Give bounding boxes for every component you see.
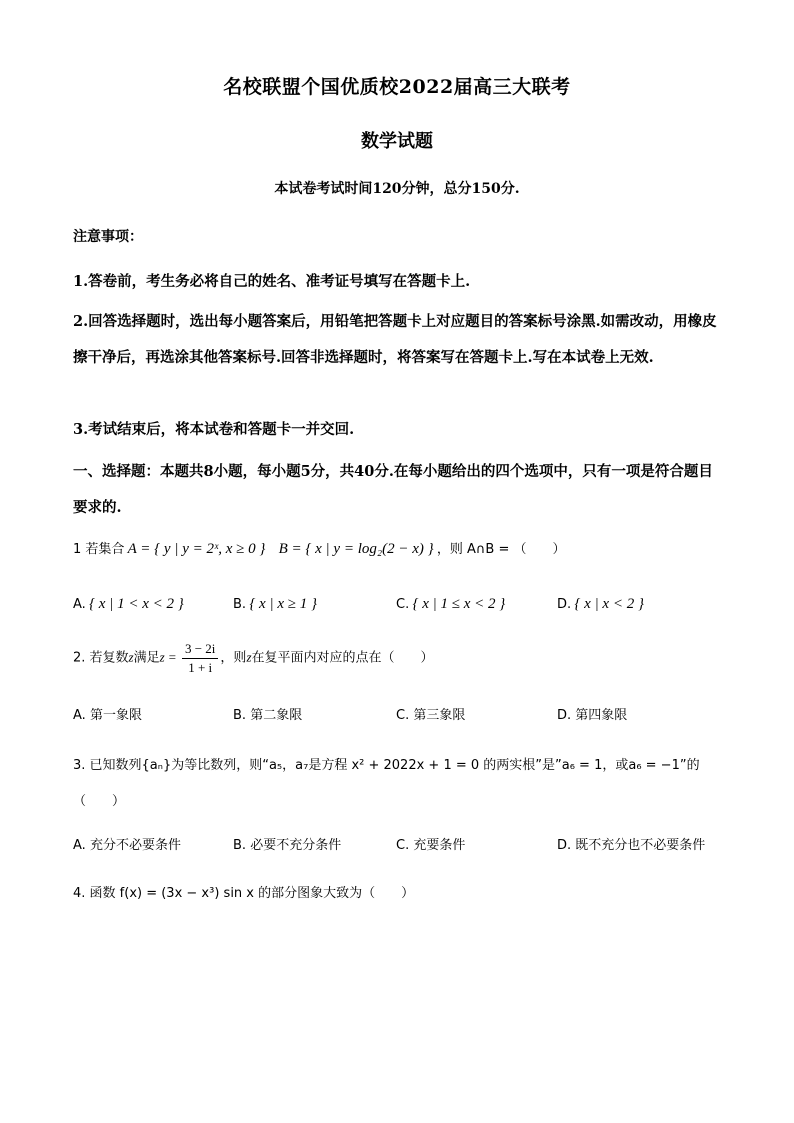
q1-option-b[interactable]: B. { x | x ≥ 1 } <box>233 596 317 612</box>
q1-set-b: B = { x | y = log₂(2 − x) } <box>278 541 434 557</box>
q2-fraction: $\frac{3 - 2i}{1 + i}$ <box>182 641 218 676</box>
question-2: 2. 若复数z满足z = $\frac{3 - 2i}{1 + i}$ ，则z在复平面内对应的点在（ ） <box>73 641 434 675</box>
q1-option-a[interactable]: A. { x | 1 < x < 2 } <box>73 596 184 612</box>
question-3-line-2: （ ） <box>73 794 126 809</box>
notice-item-1: 1.答卷前，考生务必将自己的姓名、准考证号填写在答题卡上. <box>73 273 471 290</box>
q1-option-d[interactable]: D. { x | x < 2 } <box>557 596 644 612</box>
notice-item-2: 2.回答选择题时，选出每小题答案后，用铅笔把答题卡上对应题目的答案标号涂黑.如需改动，用橡皮擦干净后，再选涂其他答案标号.回答非选择题时，将答案写在答题卡上.写在本试卷上无效. <box>73 313 717 366</box>
exam-title: 名校联盟个国优质校2022届高三大联考 <box>223 76 571 98</box>
question-1 <box>73 538 565 558</box>
q2-option-a[interactable]: A. 第一象限 <box>73 708 142 723</box>
q2-option-c[interactable]: C. 第三象限 <box>396 708 466 723</box>
q1-option-c[interactable]: C. { x | 1 ≤ x < 2 } <box>396 596 506 612</box>
q2-option-d[interactable]: D. 第四象限 <box>557 708 628 723</box>
time-note: 本试卷考试时间120分钟，总分150分. <box>274 181 520 197</box>
q3-option-a[interactable]: A. 充分不必要条件 <box>73 838 181 853</box>
q1-set-a: A = { y | y = 2ˣ, x ≥ 0 } <box>127 541 266 557</box>
question-3-line-1: 3. 已知数列{aₙ}为等比数列，则“a₅，a₇是方程 x² + 2022x + 1 = 0 的两实根”是”a₆ = 1，或a₆ = −1”的 <box>73 758 700 773</box>
q1-ask: ，则 A∩B = （ ） <box>436 542 566 557</box>
q3-option-d[interactable]: D. 既不充分也不必要条件 <box>557 838 706 853</box>
q2-option-b[interactable]: B. 第二象限 <box>233 708 303 723</box>
notice-item-3: 3.考试结束后，将本试卷和答题卡一并交回. <box>73 421 355 438</box>
section-heading: 一、选择题：本题共8小题，每小题5分，共40分.在每小题给出的四个选项中，只有一项是符合题目要求的. <box>73 463 713 516</box>
q3-option-c[interactable]: C. 充要条件 <box>396 838 466 853</box>
q1-number: 1 若集合 <box>73 542 125 557</box>
q3-option-b[interactable]: B. 必要不充分条件 <box>233 838 342 853</box>
question-4: 4. 函数 f(x) = (3x − x³) sin x 的部分图象大致为（ ） <box>73 886 415 901</box>
subject-title: 数学试题 <box>361 131 433 152</box>
notice-heading: 注意事项： <box>73 229 143 245</box>
